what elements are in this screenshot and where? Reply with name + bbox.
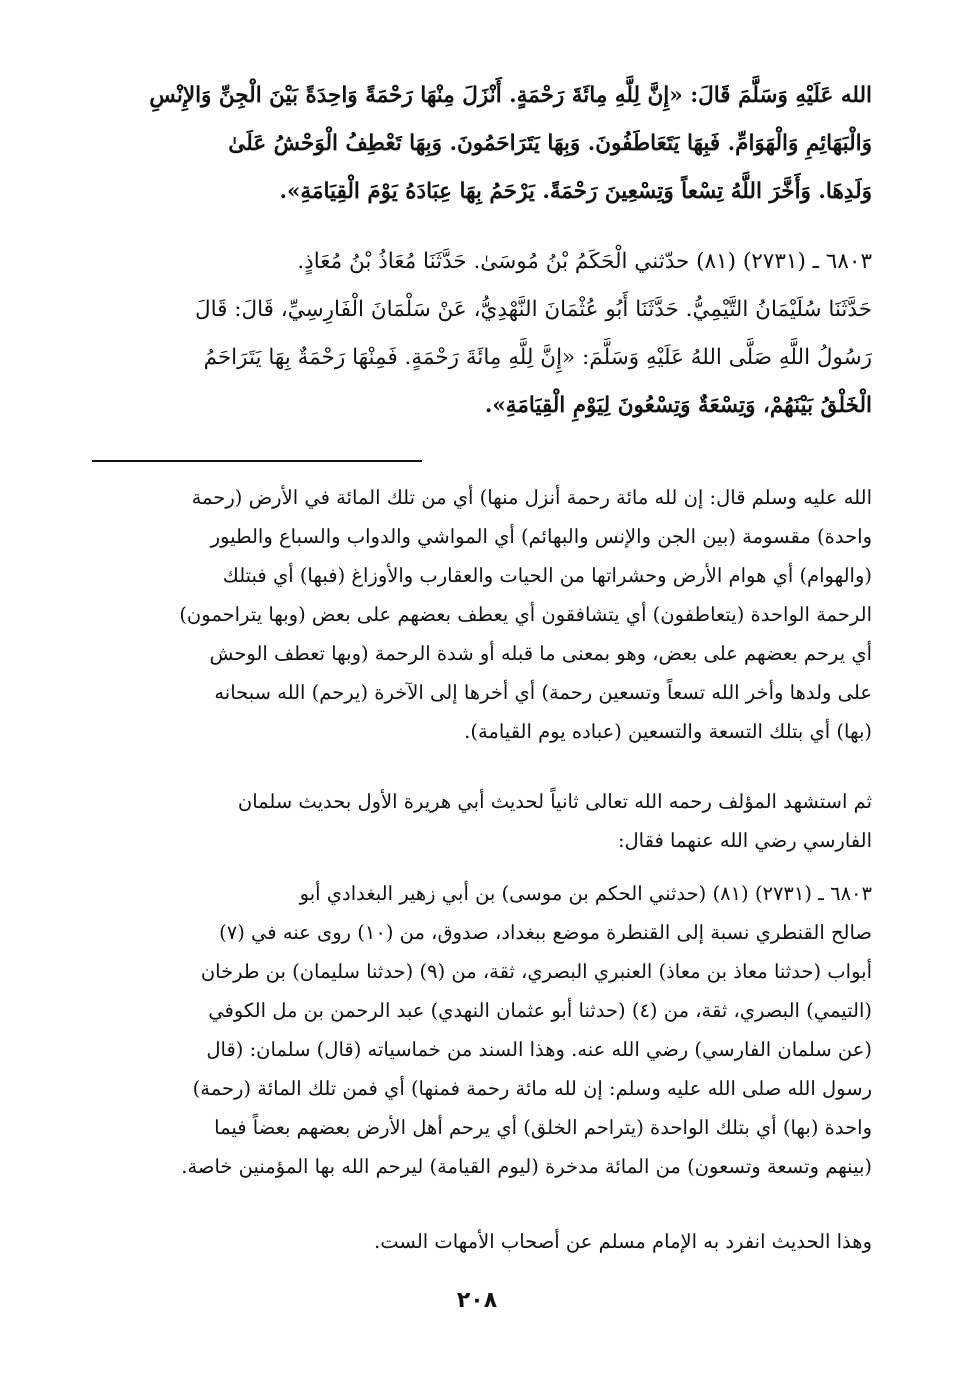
text-line: الله عَلَيْهِ وَسَلَّمَ قَالَ: «إِنَّ لِلَّهِ مِائَةَ رَحْمَةٍ. أَنْزَلَ مِنْهَا رَحْمَةً وَاحِدَةً بَيْنَ الْجِنِّ وَالإِنْسِ	[149, 83, 872, 108]
text-line: (والهوام) أي هوام الأرض وحشراتها من الحيات والعقارب والأوزاغ (فبها) أي فبتلك	[222, 564, 872, 587]
text-line: ثم استشهد المؤلف رحمه الله تعالى ثانياً لحديث أبي هريرة الأول بحديث سلمان	[237, 790, 872, 813]
text-line: صالح القنطري نسبة إلى القنطرة موضع ببغداد، صدوق، من (١٠) روى عنه في (٧)	[219, 921, 872, 944]
text-line: أبواب (حدثنا معاذ بن معاذ) العنبري البصري، ثقة، من (٩) (حدثنا سليمان) بن طرخان	[200, 960, 872, 983]
text-line: واحدة (بها) أي بتلك الواحدة (يتراحم الخلق) أي يرحم أهل الأرض بعضهم بعضاً فيما	[214, 1116, 872, 1139]
text-line: على ولدها وأخر الله تسعاً وتسعين رحمة) أي أخرها إلى الآخرة (يرحم) الله سبحانه	[214, 681, 872, 704]
text-line: (بينهم وتسعة وتسعون) من المائة مدخرة (ليوم القيامة) ليرحم الله بها المؤمنين خاصة.	[181, 1155, 872, 1178]
text-line: أي يرحم بعضهم على بعض، وهو بمعنى ما قبله أو شدة الرحمة (وبها تعطف الوحش	[209, 642, 872, 665]
text-line: (عن سلمان الفارسي) رضي الله عنه. وهذا السند من خماسياته (قال) سلمان: (قال	[206, 1038, 872, 1061]
text-line: (بها) أي بتلك التسعة والتسعين (عباده يوم القيامة).	[464, 720, 872, 743]
text-line: الله عليه وسلم قال: إن لله مائة رحمة أنزل منها) أي من تلك المائة في الأرض (رحمة	[191, 486, 872, 509]
commentary-paragraph-2	[92, 782, 872, 860]
hadith-continuation	[92, 72, 872, 216]
text-line: (التيمي) البصري، ثقة، من (٤) (حدثنا أبو عثمان النهدي) عبد الرحمن بن مل الكوفي	[208, 999, 872, 1022]
text-line: وَالْبَهَائِمِ وَالْهَوَامِّ. فَبِهَا يَتَعَاطَفُونَ. وَبِهَا يَتَرَاحَمُونَ. وَبِهَا تَعْطِفُ الْوَحْشُ عَلَىٰ	[228, 131, 872, 156]
commentary-paragraph-1	[92, 478, 872, 751]
commentary-paragraph-4	[92, 1222, 872, 1261]
page-number: ٢٠٨	[456, 1288, 498, 1313]
text-line: وهذا الحديث انفرد به الإمام مسلم عن أصحاب الأمهات الست.	[374, 1230, 872, 1253]
text-line: ٦٨٠٣ ـ (٢٧٣١) (٨١) (حدثني الحكم بن موسى) بن أبي زهير البغدادي أبو	[299, 882, 872, 905]
text-line: حَدَّثَنَا سُلَيْمَانُ التَّيْمِيُّ. حَدَّثَنَا أَبُو عُثْمَانَ النَّهْدِيُّ، عَنْ سَلْمَانَ الْفَارِسِيِّ، قَالَ: قَالَ	[194, 297, 872, 322]
text-line: الفارسي رضي الله عنهما فقال:	[617, 829, 872, 852]
text-line: واحدة) مقسومة (بين الجن والإنس والبهائم) أي المواشي والدواب والسباع والطيور	[210, 525, 872, 548]
text-line: رَسُولُ اللَّهِ صَلَّى اللهُ عَلَيْهِ وَسَلَّمَ: «إِنَّ لِلَّهِ مِائَةَ رَحْمَةٍ. فَمِنْهَا رَحْمَةٌ بِهَا يَتَرَاحَمُ	[203, 345, 872, 370]
text-line: وَلَدِهَا. وَأَخَّرَ اللَّهُ تِسْعاً وَتِسْعِينَ رَحْمَةً. يَرْحَمُ بِهَا عِبَادَهُ يَوْمَ الْقِيَامَةِ».	[279, 179, 872, 204]
footnote-separator	[92, 460, 422, 462]
text-line: رسول الله صلى الله عليه وسلم: إن لله مائة رحمة فمنها) أي فمن تلك المائة (رحمة)	[192, 1077, 872, 1100]
text-line: الْخَلْقُ بَيْنَهُمْ، وَتِسْعَةٌ وَتِسْعُونَ لِيَوْمِ الْقِيَامَةِ».	[484, 393, 872, 418]
commentary-paragraph-3	[92, 874, 872, 1186]
text-line: الرحمة الواحدة (يتعاطفون) أي يتشافقون أي يعطف بعضهم على بعض (وبها يتراحمون)	[179, 603, 872, 626]
text-line: ٦٨٠٣ ـ (٢٧٣١) (٨١) حدّثني الْحَكَمُ بْنُ مُوسَىٰ. حَدَّثَنَا مُعَاذُ بْنُ مُعَاذٍ.	[297, 249, 872, 274]
hadith-6803	[92, 238, 872, 430]
